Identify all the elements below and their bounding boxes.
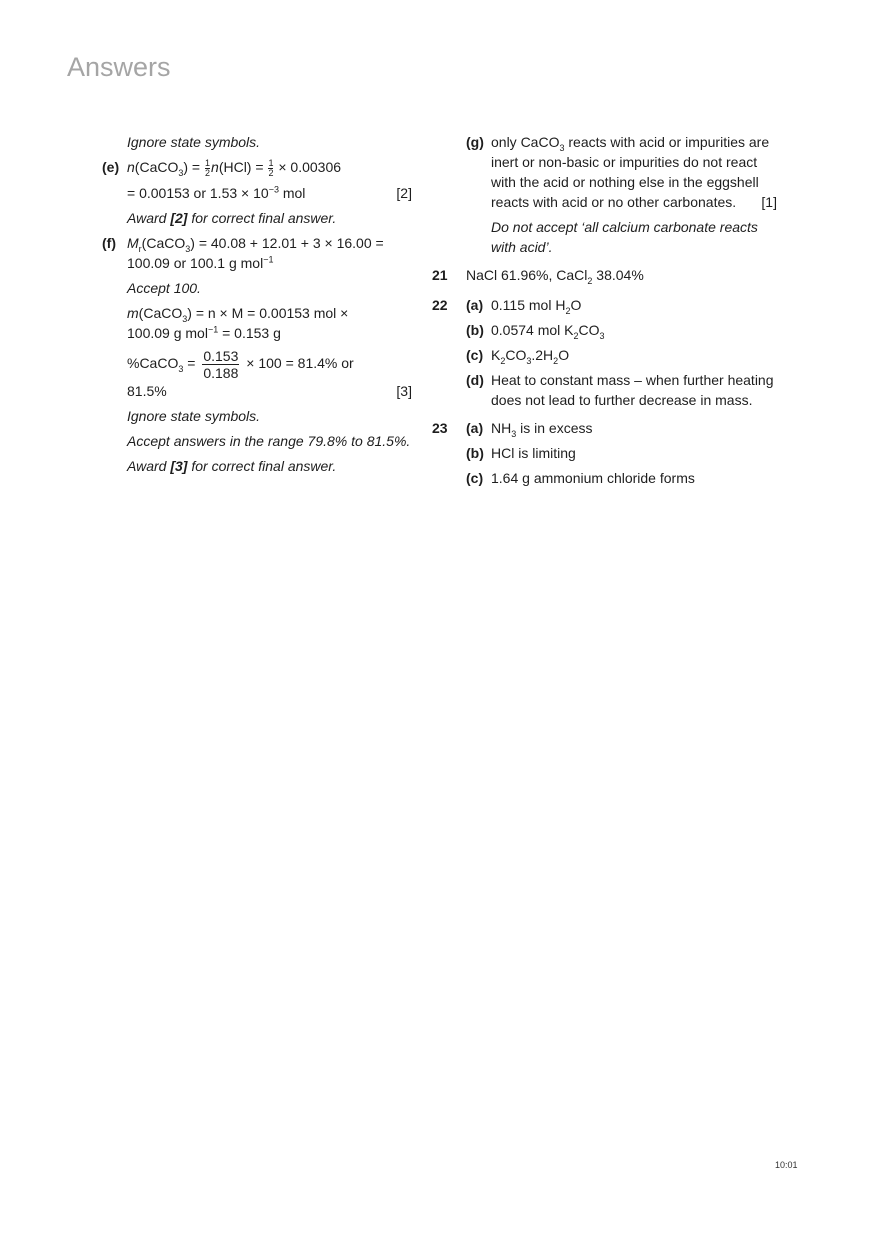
- answer-23c-text: 1.64 g ammonium chloride forms: [491, 470, 695, 486]
- award-note-f: Award [3] for correct final answer.: [127, 457, 337, 474]
- accept-range-note: Accept answers in the range 79.8% to 81.5%.: [127, 432, 411, 449]
- answer-23b-text: HCl is limiting: [491, 445, 576, 461]
- answer-22a: [432, 295, 777, 315]
- part-label-23c: (c): [466, 470, 484, 486]
- answer-g-note: Do not accept ‘all calcium carbonate reacts with acid’.: [491, 219, 758, 255]
- part-label-22a: (a): [466, 297, 484, 313]
- left-column: [102, 132, 412, 481]
- page-reference: 10:01: [775, 1160, 798, 1170]
- part-label-22c: (c): [466, 347, 484, 363]
- answer-e: [102, 157, 412, 228]
- answer-22: [432, 295, 777, 410]
- answer-e-line2: = 0.00153 or $1.53 \times 10^{-3}$ mol [2]: [127, 184, 412, 201]
- accept-note-f: Accept 100.: [127, 279, 201, 296]
- part-label-22d: (d): [466, 372, 484, 388]
- mark-g: [1]: [761, 194, 777, 210]
- answer-22d-text: Heat to constant mass – when further heating does not lead to further decrease in mass.: [491, 372, 774, 408]
- answer-e-line1: n(CaCO$_3$) = $\frac{1}{2}$ n(HCl) = $\frac{1}{2}$ × 0.00306: [127, 157, 342, 178]
- answer-22a-text: 0.115 mol $H_2O$: [491, 297, 582, 316]
- answer-f-mr: $M_r(CaCO_3) = 40.08 + 12.01 + 3 \times 16.00$ = 100.09 or 100.1 g mol$^{-1}$: [127, 234, 384, 271]
- answer-22c-text: $K_2CO_3.2H_2O$: [491, 347, 570, 366]
- answer-21: [432, 265, 777, 285]
- part-label-g: (g): [466, 134, 484, 150]
- answer-23a: [432, 418, 777, 438]
- mark-f: [3]: [396, 382, 412, 399]
- ignore-state-note-2: Ignore state symbols.: [127, 407, 261, 424]
- right-column: [432, 132, 777, 493]
- part-label-23b: (b): [466, 445, 484, 461]
- answer-21-text: NaCl 61.96%, CaCl$_2$ 38.04%: [466, 267, 644, 286]
- question-number-23: 23: [432, 420, 448, 436]
- ignore-state-note: Ignore state symbols.: [127, 134, 261, 150]
- answer-22b: [432, 320, 777, 340]
- answer-23c: [432, 468, 777, 488]
- question-number-21: 21: [432, 267, 448, 283]
- answer-22c: [432, 345, 777, 365]
- answer-23: [432, 418, 777, 488]
- page-header-title: Answers: [67, 52, 171, 82]
- answer-f-mass: m(CaCO$_3$) = n × M = 0.00153 mol × 100.09 g mol$^{-1}$ = 0.153 g: [127, 304, 349, 341]
- award-note-e: Award [2] for correct final answer.: [127, 209, 337, 226]
- question-number-22: 22: [432, 297, 448, 313]
- answer-22b-text: 0.0574 mol $K_2CO_3$: [491, 322, 605, 341]
- answer-g-text: only CaCO$_3$ reacts with acid or impurities are inert or non-basic or impurities do not react with the acid or nothing else in the eggshell reacts with acid or no other carbonates. [1]: [491, 134, 777, 210]
- answer-22d: [432, 370, 777, 410]
- answer-23b: [432, 443, 777, 463]
- answer-23a-text: $NH_3$ is in excess: [491, 420, 593, 439]
- answer-g: [432, 132, 777, 257]
- mark-e: [2]: [396, 184, 412, 201]
- answer-f: [102, 233, 412, 476]
- answer-f-percent: %CaCO$_3$ = $\frac{0.153}{0.188}$ × 100 = 81.4% or 81.5% [3]: [127, 347, 412, 399]
- fraction: $\frac{0.153}{0.188}$: [203, 347, 239, 381]
- part-label-e: (e): [102, 159, 120, 175]
- part-label-f: (f): [102, 234, 116, 251]
- part-label-23a: (a): [466, 420, 484, 436]
- part-label-22b: (b): [466, 322, 484, 338]
